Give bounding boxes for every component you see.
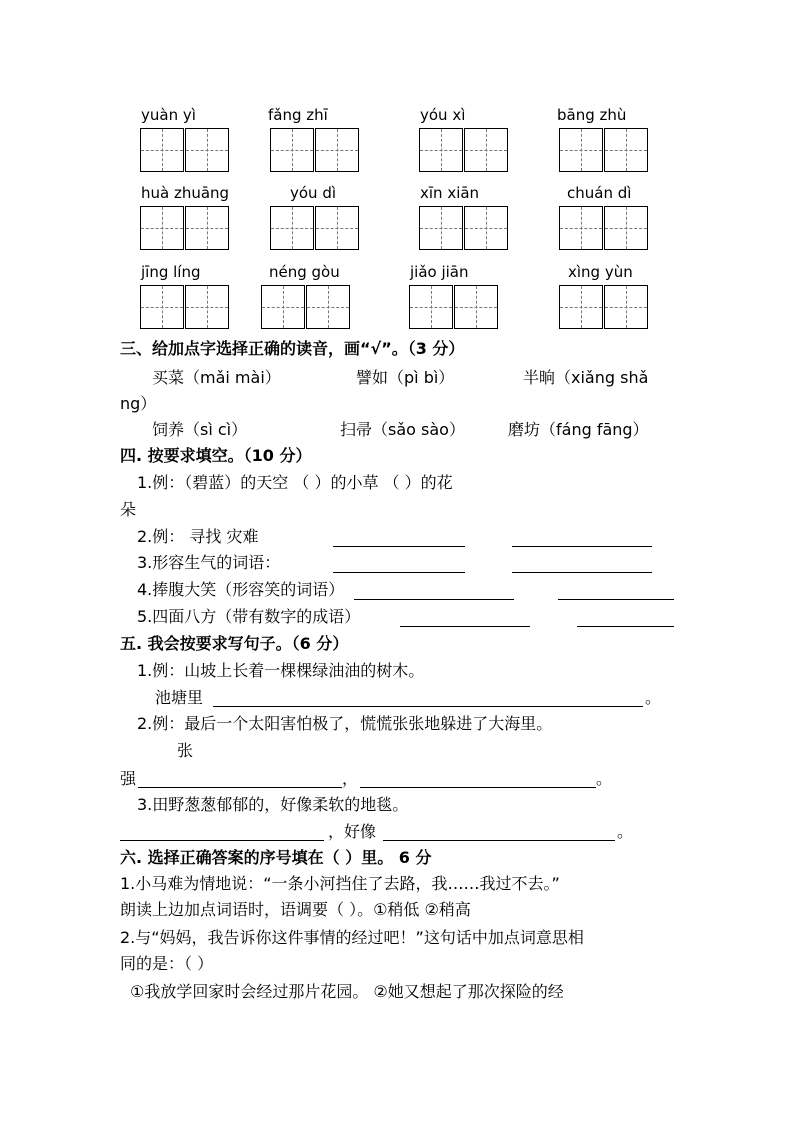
- question-item: ng）: [120, 394, 157, 413]
- question-item: 1.例：（碧蓝）的天空 （ ）的小草 （ ）的花: [137, 473, 453, 492]
- question-item: 2.例： 寻找 灾难: [137, 527, 259, 546]
- question-item: 1.例：山坡上长着一棵棵绿油油的树木。: [137, 661, 425, 680]
- answer-blank[interactable]: [577, 626, 674, 627]
- answer-blank[interactable]: [354, 599, 514, 600]
- pinyin-label: xīn xiān: [420, 184, 480, 202]
- answer-blank[interactable]: [333, 572, 465, 573]
- writing-box[interactable]: [454, 285, 498, 329]
- writing-box[interactable]: [559, 285, 603, 329]
- writing-box[interactable]: [419, 206, 463, 250]
- question-item: 池塘里: [155, 688, 204, 707]
- question-item: 半晌（xiǎng shǎ: [523, 368, 649, 387]
- question-item: 扫帚（sǎo sào）: [340, 420, 465, 439]
- question-item: 3.形容生气的词语：: [137, 553, 281, 572]
- writing-box[interactable]: [270, 206, 314, 250]
- writing-box[interactable]: [185, 128, 229, 172]
- writing-box[interactable]: [140, 128, 184, 172]
- pinyin-label: yóu xì: [420, 106, 466, 124]
- writing-box[interactable]: [140, 206, 184, 250]
- answer-blank[interactable]: [558, 599, 674, 600]
- writing-box[interactable]: [185, 206, 229, 250]
- writing-box[interactable]: [419, 128, 463, 172]
- section-title: 五. 我会按要求写句子。（6 分）: [120, 634, 349, 653]
- question-item: 3.田野葱葱郁郁的，好像柔软的地毯。: [137, 795, 409, 814]
- question-item: 同的是：（ ）: [120, 954, 214, 973]
- answer-blank[interactable]: [213, 706, 643, 707]
- section-title: 四. 按要求填空。（10 分）: [120, 446, 312, 465]
- punctuation: 。: [596, 769, 613, 788]
- question-item: 譬如（pì bì）: [356, 368, 455, 387]
- answer-blank[interactable]: [138, 787, 342, 788]
- section-title: 三、给加点字选择正确的读音，画“√”。（3 分）: [120, 339, 465, 358]
- answer-blank[interactable]: [400, 626, 530, 627]
- punctuation: 。: [645, 688, 662, 707]
- writing-box[interactable]: [140, 285, 184, 329]
- section-title: 六. 选择正确答案的序号填在（ ）里。 6 分: [120, 848, 432, 867]
- answer-blank[interactable]: [512, 572, 652, 573]
- writing-box[interactable]: [261, 285, 305, 329]
- answer-blank[interactable]: [120, 840, 324, 841]
- pinyin-label: jīng líng: [141, 263, 201, 281]
- pinyin-label: xìng yùn: [568, 263, 633, 281]
- answer-blank[interactable]: [383, 840, 615, 841]
- pinyin-label: bāng zhù: [557, 106, 627, 124]
- writing-box[interactable]: [559, 128, 603, 172]
- writing-box[interactable]: [306, 285, 350, 329]
- writing-box[interactable]: [559, 206, 603, 250]
- question-item: ①我放学回家时会经过那片花园。 ②她又想起了那次探险的经: [130, 982, 564, 1001]
- writing-box[interactable]: [464, 128, 508, 172]
- question-item: 饲养（sì cì）: [152, 420, 248, 439]
- answer-blank[interactable]: [333, 546, 465, 547]
- question-item: 朗读上边加点词语时，语调要（ ）。①稍低 ②稍高: [120, 900, 471, 919]
- question-item: 朵: [120, 500, 137, 519]
- pinyin-label: huà zhuāng: [141, 184, 230, 202]
- question-item: 张: [177, 741, 194, 760]
- question-item: 2.例：最后一个太阳害怕极了，慌慌张张地躲进了大海里。: [137, 714, 553, 733]
- pinyin-label: chuán dì: [567, 184, 632, 202]
- question-item: 5.四面八方（带有数字的成语）: [137, 607, 361, 626]
- question-item: 强: [120, 769, 137, 788]
- punctuation: 。: [617, 822, 634, 841]
- writing-box[interactable]: [315, 128, 359, 172]
- writing-box[interactable]: [409, 285, 453, 329]
- writing-box[interactable]: [464, 206, 508, 250]
- question-item: 买菜（mǎi mài）: [152, 368, 281, 387]
- question-item: ，好像: [328, 822, 377, 841]
- question-item: 2.与“妈妈，我告诉你这件事情的经过吧！”这句话中加点词意思相: [120, 928, 584, 947]
- writing-box[interactable]: [185, 285, 229, 329]
- question-item: 磨坊（fáng fāng）: [508, 420, 649, 439]
- question-item: 1.小马难为情地说：“一条小河挡住了去路，我……我过不去。”: [120, 874, 560, 893]
- pinyin-label: yuàn yì: [141, 106, 196, 124]
- writing-box[interactable]: [315, 206, 359, 250]
- writing-box[interactable]: [604, 128, 648, 172]
- pinyin-label: yóu dì: [290, 184, 337, 202]
- punctuation: ，: [342, 769, 359, 788]
- pinyin-label: néng gòu: [269, 263, 340, 281]
- answer-blank[interactable]: [512, 546, 652, 547]
- answer-blank[interactable]: [360, 787, 596, 788]
- question-item: 4.捧腹大笑（形容笑的词语）: [137, 580, 345, 599]
- writing-box[interactable]: [604, 285, 648, 329]
- pinyin-label: jiǎo jiān: [410, 263, 469, 281]
- writing-box[interactable]: [604, 206, 648, 250]
- pinyin-label: fǎng zhī: [268, 106, 328, 124]
- writing-box[interactable]: [270, 128, 314, 172]
